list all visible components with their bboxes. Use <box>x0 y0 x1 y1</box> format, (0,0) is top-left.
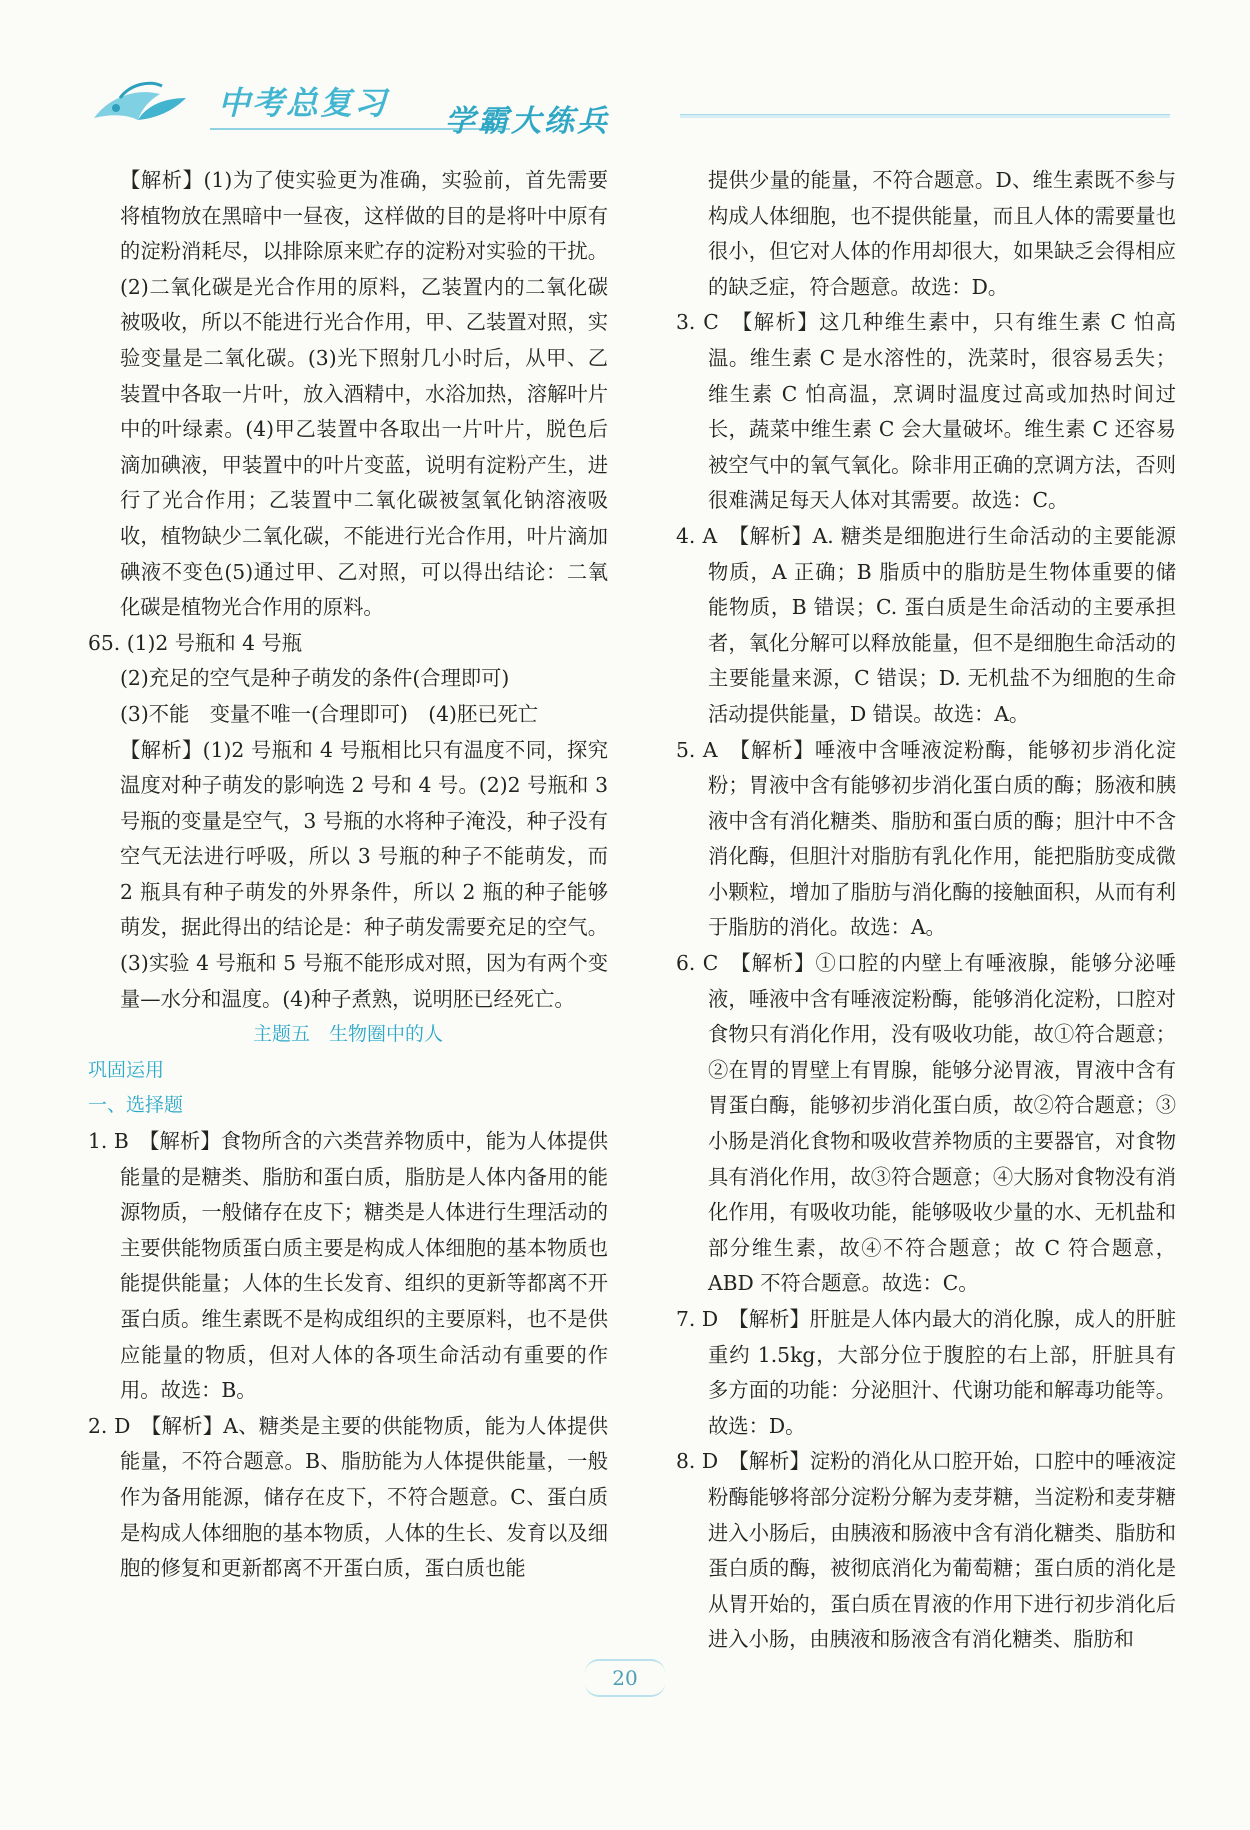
section-theme-heading: 主题五 生物圈中的人 <box>252 1023 443 1046</box>
answer-continuation: 提供少量的能量，不符合题意。D、维生素既不参与构成人体细胞，也不提供能量，而且人体的需要量也很小，但它对人体的作用却很大，如果缺乏会得相应的缺乏症，符合题意。故选：D。 <box>708 168 1176 299</box>
answer-item-6: 6. C 【解析】①口腔的内壁上有唾液腺，能够分泌唾液，唾液中含有唾液淀粉酶，能够消化淀粉，口腔对食物只有消化作用，没有吸收功能，故①符合题意；②在胃的胃壁上有胃腺，能够分泌胃液，胃液中含有胃蛋白酶，能够初步消化蛋白质，故②符合题意；③小肠是消化食物和吸收营养物质的主要器官，对食物具有消化作用，故③符合题意；④大肠对食物没有消化作用，有吸收功能，能够吸收少量的水、无机盐和部分维生素，故④不符合题意；故 C 符合题意，ABD 不符合题意。故选：C。 <box>676 951 1176 1296</box>
answer-item-5: 5. A 【解析】唾液中含唾液淀粉酶，能够初步消化淀粉；胃液中含有能够初步消化蛋白质的酶；肠液和胰液中含有消化糖类、脂肪和蛋白质的酶；胆汁中不含消化酶，但胆汁对脂肪有乳化作用，能把脂肪变成微小颗粒，增加了脂肪与消化酶的接触面积，从而有利于脂肪的消化。故选：A。 <box>676 737 1176 940</box>
answer-item-3: 3. C 【解析】这几种维生素中，只有维生素 C 怕高温。维生素 C 是水溶性的，洗菜时，很容易丢失；维生素 C 怕高温，烹调时温度过高或加热时间过长，蔬菜中维生素 C 会大量破坏。维生素 C 还容易被空气中的氧气氧化。除非用正确的烹调方法，否则很难满足每天人体对其需要。故选：C。 <box>676 310 1176 513</box>
book-logo-icon <box>90 78 190 134</box>
header-divider <box>680 114 1170 118</box>
page-header <box>90 78 1170 140</box>
right-column <box>676 163 1176 1658</box>
answer-paragraph: 【解析】(1)为了使实验更为准确，实验前，首先需要将植物放在黑暗中一昼夜，这样做的目的是将叶中原有的淀粉消耗尽，以排除原来贮存的淀粉对实验的干扰。(2)二氧化碳是光合作用的原料，乙装置内的二氧化碳被吸收，所以不能进行光合作用，甲、乙装置对照，实验变量是二氧化碳。(3)光下照射几小时后，从甲、乙装置中各取一片叶，放入酒精中，水浴加热，溶解叶片中的叶绿素。(4)甲乙装置中各取出一片叶片，脱色后滴加碘液，甲装置中的叶片变蓝，说明有淀粉产生，进行了光合作用；乙装置中二氧化碳被氢氧化钠溶液吸收，植物缺少二氧化碳，不能进行光合作用，叶片滴加碘液不变色(5)通过甲、乙对照，可以得出结论：二氧化碳是植物光合作用的原料。 <box>120 168 608 620</box>
answer-item-8: 8. D 【解析】淀粉的消化从口腔开始，口腔中的唾液淀粉酶能够将部分淀粉分解为麦芽糖，当淀粉和麦芽糖进入小肠后，由胰液和肠液中含有消化糖类、脂肪和蛋白质的酶，被彻底消化为葡萄糖；蛋白质的消化是从胃开始的，蛋白质在胃液的作用下进行初步消化后进入小肠，由胰液和肠液含有消化糖类、脂肪和 <box>676 1449 1176 1652</box>
left-column <box>88 163 608 1587</box>
answer-line: (3)不能 变量不唯一(合理即可) (4)胚已死亡 <box>120 701 539 726</box>
answer-paragraph: 【解析】(1)2 号瓶和 4 号瓶相比只有温度不同，探究温度对种子萌发的影响选 2 号和 4 号。(2)2 号瓶和 3 号瓶的变量是空气，3 号瓶的水将种子淹没，种子没有空气无法进行呼吸，所以 3 号瓶的种子不能萌发，而 2 瓶具有种子萌发的外界条件，所以 2 瓶的种子能够萌发，据此得出的结论是：种子萌发需要充足的空气。(3)实验 4 号瓶和 5 号瓶不能形成对照，因为有两个变量—水分和温度。(4)种子煮熟，说明胚已经死亡。 <box>120 737 608 1011</box>
answer-line: (2)充足的空气是种子萌发的条件(合理即可) <box>120 666 510 691</box>
page-number: 20 <box>585 1659 665 1697</box>
answer-item-4: 4. A 【解析】A. 糖类是细胞进行生命活动的主要能源物质，A 正确；B 脂质中的脂肪是生物体重要的储能物质，B 错误；C. 蛋白质是生命活动的主要承担者，氧化分解可以释放能量，但不是细胞生命活动的主要能量来源，C 错误；D. 无机盐不为细胞的生命活动提供能量，D 错误。故选：A。 <box>676 523 1176 726</box>
header-title: 中考总复习 <box>218 84 389 122</box>
answer-item-65: 65. (1)2 号瓶和 4 号瓶 <box>88 630 302 655</box>
subsection-heading: 一、选择题 <box>88 1094 184 1117</box>
answer-item-7: 7. D 【解析】肝脏是人体内最大的消化腺，成人的肝脏重约 1.5kg，大部分位于腹腔的右上部，肝脏具有多方面的功能：分泌胆汁、代谢功能和解毒功能等。故选：D。 <box>676 1307 1176 1438</box>
answer-item-2: 2. D 【解析】A、糖类是主要的供能物质，能为人体提供能量，不符合题意。B、脂肪能为人体提供能量，一般作为备用能源，储存在皮下，不符合题意。C、蛋白质是构成人体细胞的基本物质，人体的生长、发育以及细胞的修复和更新都离不开蛋白质，蛋白质也能 <box>88 1413 608 1581</box>
section-heading: 巩固运用 <box>88 1058 165 1081</box>
header-subtitle: 学霸大练兵 <box>445 104 610 139</box>
answer-item-1: 1. B 【解析】食物所含的六类营养物质中，能为人体提供能量的是糖类、脂肪和蛋白质，脂肪是人体内备用的能源物质，一般储存在皮下；糖类是人体进行生理活动的主要供能物质蛋白质主要是构成人体细胞的基本物质也能提供能量；人体的生长发育、组织的更新等都离不开蛋白质。维生素既不是构成组织的主要原料，也不是供应能量的物质，但对人体的各项生命活动有重要的作用。故选：B。 <box>88 1129 608 1403</box>
